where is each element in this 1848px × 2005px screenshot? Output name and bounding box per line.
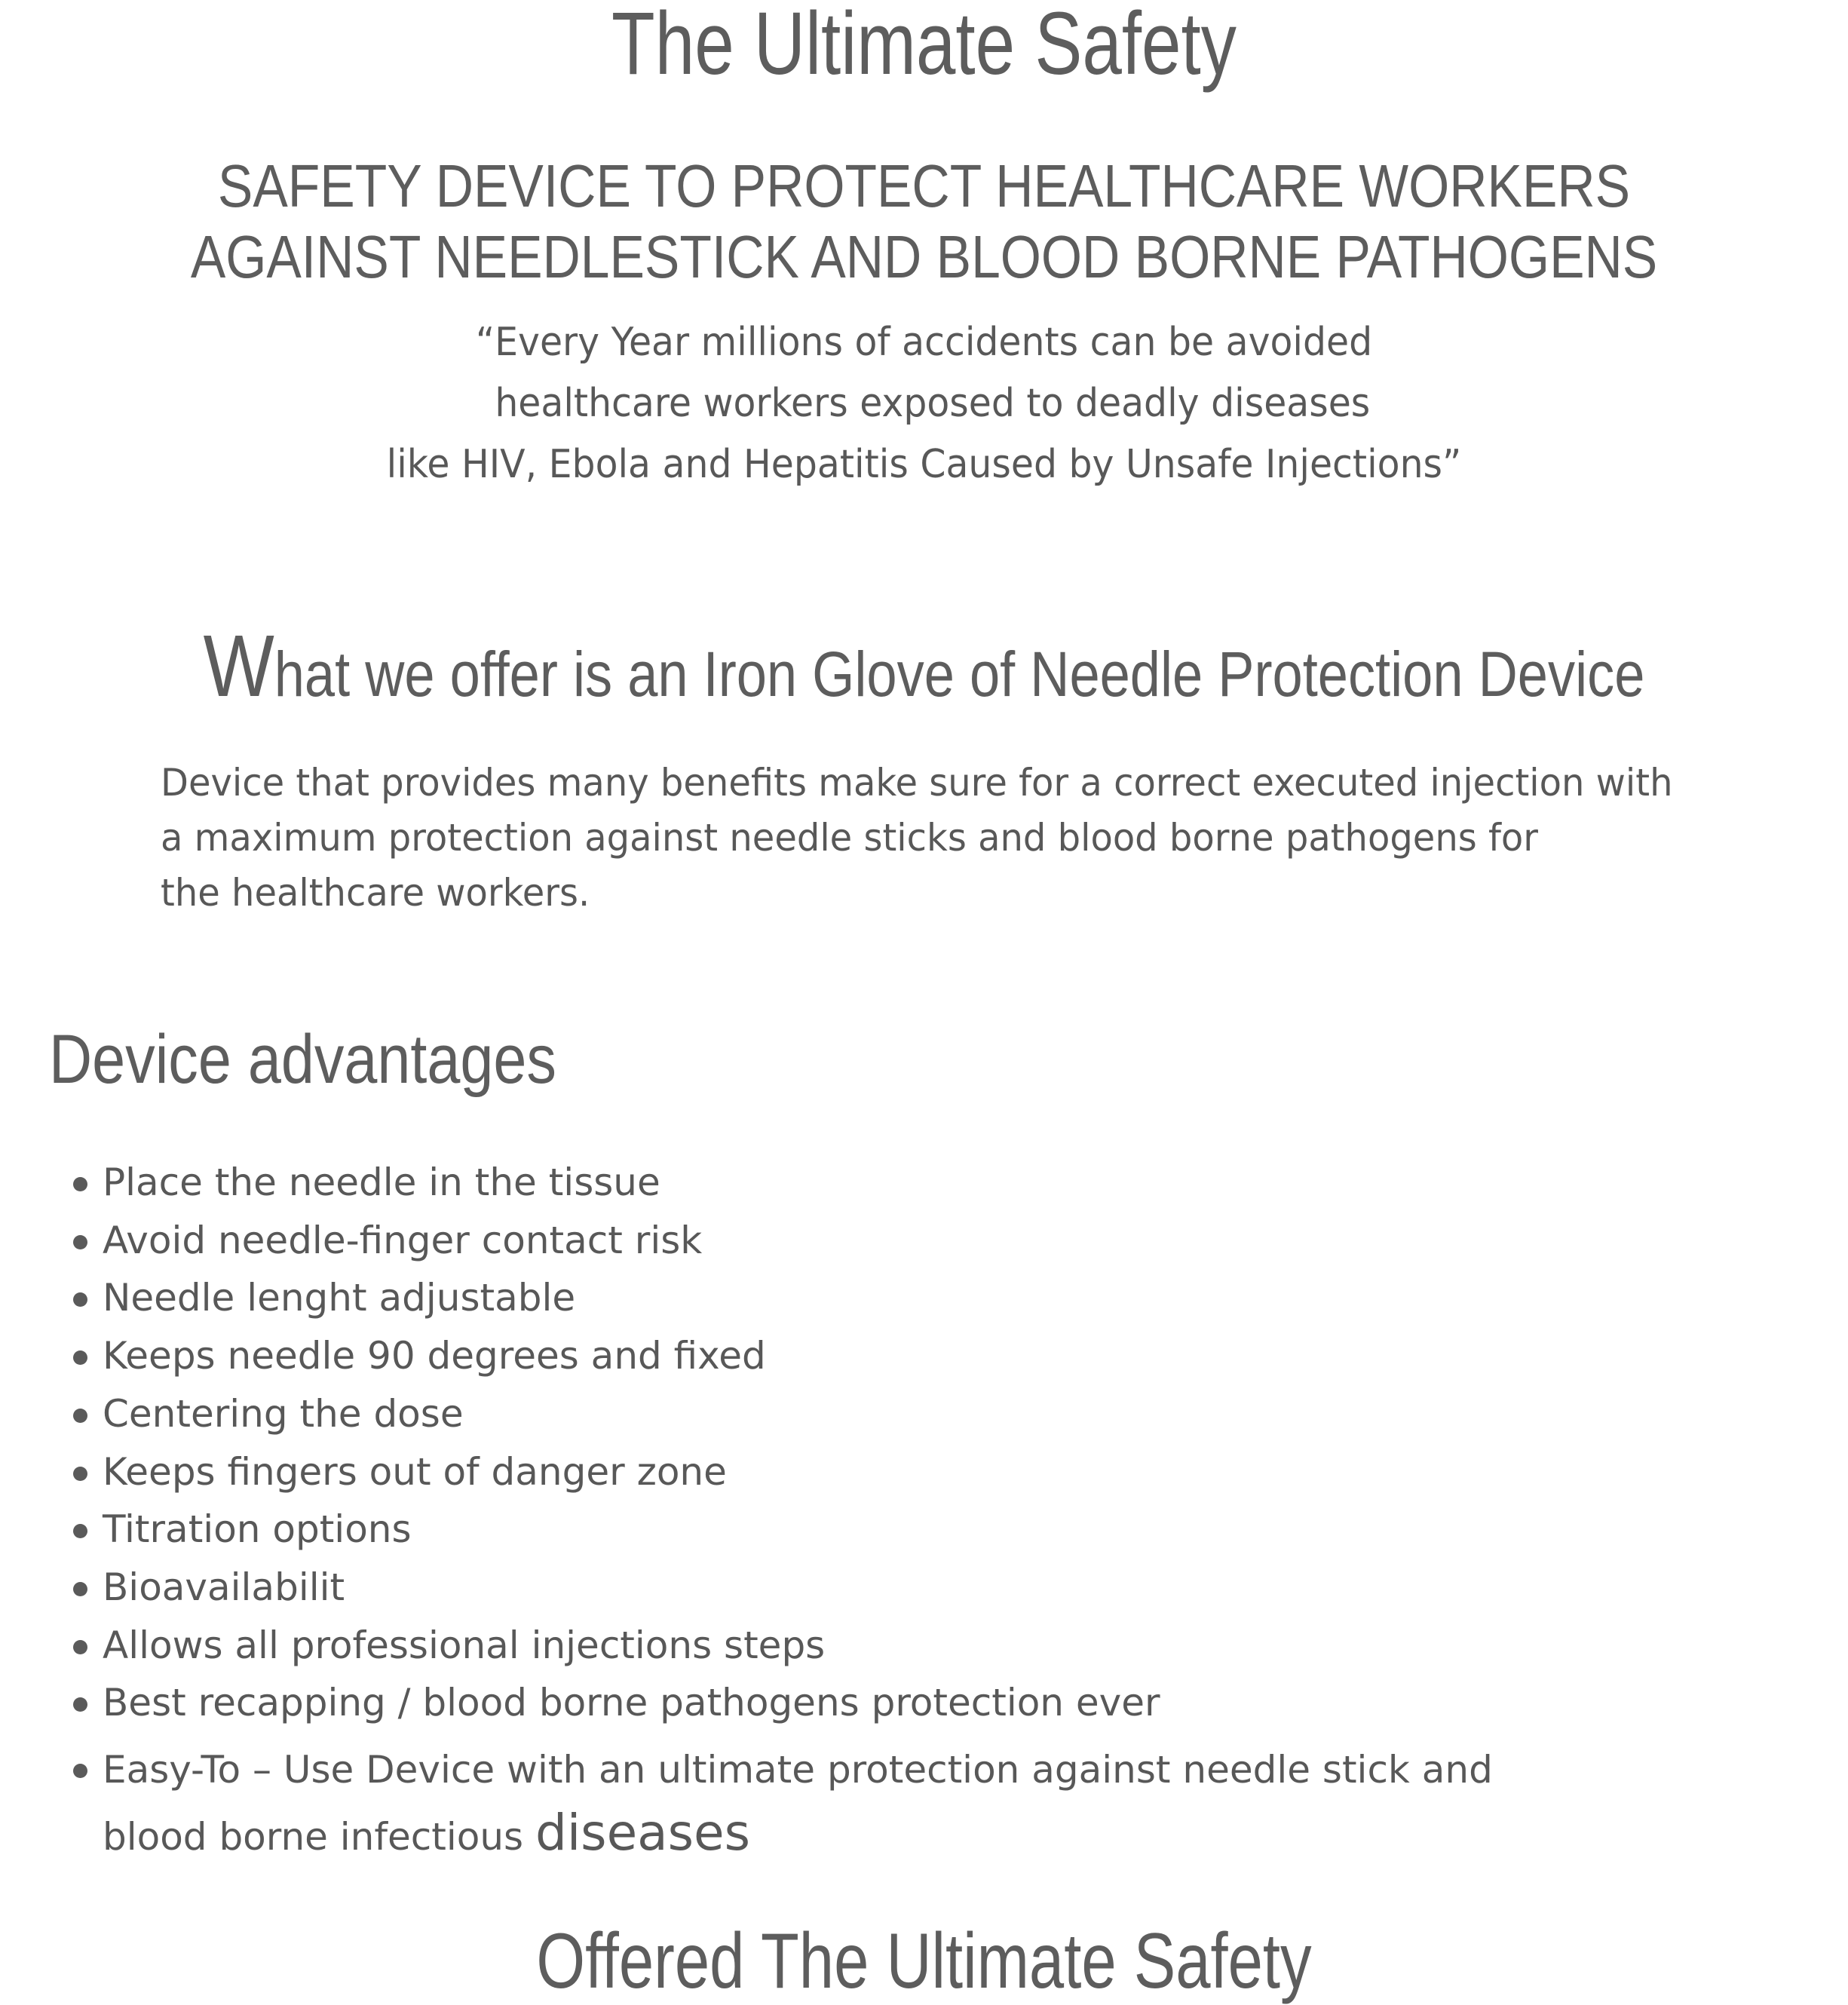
page-title: The Ultimate Safety (611, 0, 1237, 94)
bullet-icon (73, 1409, 87, 1423)
quote-line-3: like HIV, Ebola and Hepatitis Caused by Unsafe Injections” (386, 442, 1462, 487)
list-item (0, 1559, 1493, 1617)
subtitle (120, 151, 1727, 293)
list-item (0, 1385, 1493, 1443)
offer-heading (130, 617, 1719, 716)
list-item-text: Titration options (103, 1507, 412, 1552)
offer-description-line-3: the healthcare workers. (161, 871, 590, 915)
list-item (0, 1674, 1493, 1732)
offer-description-line-2: a maximum protection against needle sticks and blood borne pathogens for (161, 816, 1539, 860)
subtitle-line-2: AGAINST NEEDLESTICK AND BLOOD BORNE PATHOGENS (190, 223, 1658, 290)
footer-title: Offered The Ultimate Safety (536, 1918, 1312, 2005)
list-item-text: Keeps needle 90 degrees and fixed (103, 1334, 766, 1378)
bullet-icon (73, 1524, 87, 1538)
advantages-heading: Device advantages (49, 1021, 556, 1098)
list-item (0, 1327, 1493, 1385)
bullet-icon (73, 1235, 87, 1249)
bullet-icon (73, 1582, 87, 1596)
offer-description (161, 756, 1673, 921)
list-item-text: Allows all professional injections steps (103, 1623, 826, 1667)
bullet-icon (73, 1764, 87, 1778)
list-item-text: Bioavailabilit (103, 1565, 345, 1609)
list-item (0, 1738, 1493, 1869)
list-item (0, 1443, 1493, 1501)
list-item-text: Easy-To – Use Device with an ultimate protection against needle stick and (103, 1748, 1493, 1792)
subtitle-line-1: SAFETY DEVICE TO PROTECT HEALTHCARE WORKERS (217, 152, 1631, 219)
bullet-icon (73, 1177, 87, 1191)
list-item (0, 1212, 1493, 1270)
offer-description-line-1: Device that provides many benefits make sure for a correct executed injection with (161, 761, 1673, 805)
list-item-text: Centering the dose (103, 1391, 464, 1436)
list-item-emphasis: diseases (535, 1804, 750, 1862)
quote-line-1: “Every Year millions of accidents can be avoided (475, 320, 1373, 365)
list-item-text-continued: blood borne infectious (103, 1815, 535, 1859)
list-item-text: Keeps fingers out of danger zone (103, 1449, 727, 1494)
bullet-icon (73, 1292, 87, 1307)
list-item (0, 1269, 1493, 1327)
list-item (0, 1154, 1493, 1212)
bullet-icon (73, 1350, 87, 1365)
list-item (0, 1501, 1493, 1559)
offer-heading-initial: W (203, 617, 274, 715)
quote-block (56, 312, 1793, 495)
bullet-icon (73, 1640, 87, 1654)
list-item-text: Best recapping / blood borne pathogens protection ever (103, 1681, 1160, 1725)
list-item-text: Place the needle in the tissue (103, 1160, 660, 1204)
list-item-text: Avoid needle-finger contact risk (103, 1218, 703, 1262)
bullet-icon (73, 1697, 87, 1712)
quote-line-2: healthcare workers exposed to deadly diseases (495, 381, 1371, 426)
offer-heading-text: hat we offer is an Iron Glove of Needle Protection Device (274, 639, 1645, 710)
advantages-list (0, 1154, 1493, 1869)
list-item-text: Needle lenght adjustable (103, 1276, 576, 1320)
list-item (0, 1617, 1493, 1675)
bullet-icon (73, 1467, 87, 1481)
